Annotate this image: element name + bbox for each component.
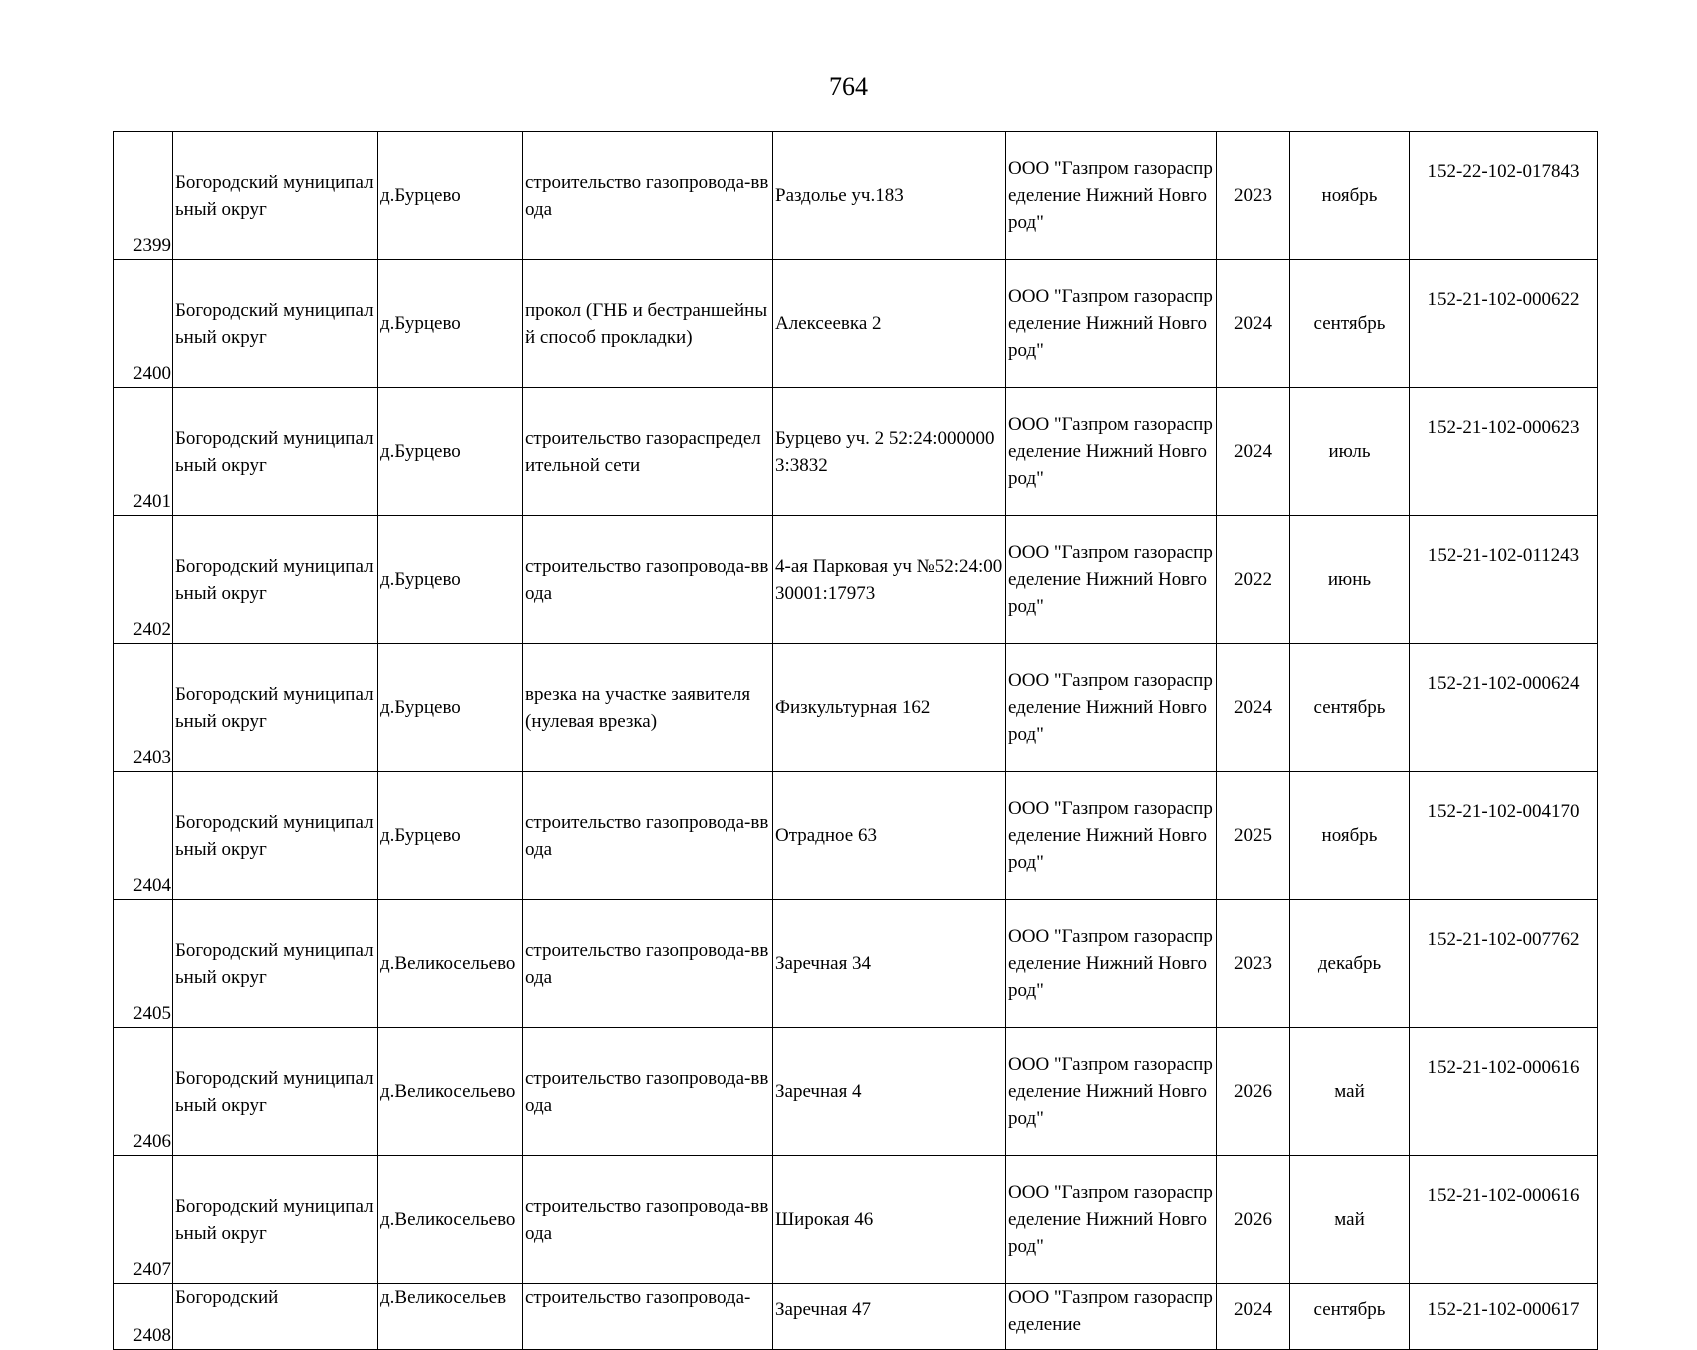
work-type-cell: строительство газопровода- <box>523 1284 773 1350</box>
month-cell: ноябрь <box>1290 772 1410 900</box>
year-cell: 2023 <box>1217 132 1290 260</box>
settlement-cell: д.Великосельево <box>378 1028 523 1156</box>
year-cell: 2026 <box>1217 1156 1290 1284</box>
table-row <box>114 772 1598 900</box>
settlement-cell: д.Великосельево <box>378 900 523 1028</box>
code-cell: 152-21-102-011243 <box>1410 516 1598 644</box>
district-cell: Богородский муниципальный округ <box>173 1028 378 1156</box>
code-cell: 152-21-102-000624 <box>1410 644 1598 772</box>
address-cell: Заречная 4 <box>773 1028 1006 1156</box>
address-cell: Отрадное 63 <box>773 772 1006 900</box>
row-number: 2402 <box>114 516 173 644</box>
row-number: 2404 <box>114 772 173 900</box>
work-type-cell: строительство газопровода-ввода <box>523 132 773 260</box>
work-type-cell: прокол (ГНБ и бестраншейный способ прокладки) <box>523 260 773 388</box>
year-cell: 2025 <box>1217 772 1290 900</box>
table-row <box>114 1284 1598 1350</box>
organization-cell: ООО "Газпром газораспределение <box>1006 1284 1217 1350</box>
district-cell: Богородский муниципальный округ <box>173 516 378 644</box>
address-cell: Бурцево уч. 2 52:24:0000003:3832 <box>773 388 1006 516</box>
row-number: 2405 <box>114 900 173 1028</box>
row-number: 2406 <box>114 1028 173 1156</box>
settlement-cell: д.Бурцево <box>378 260 523 388</box>
month-cell: июль <box>1290 388 1410 516</box>
district-cell: Богородский муниципальный округ <box>173 900 378 1028</box>
district-cell: Богородский муниципальный округ <box>173 772 378 900</box>
work-type-cell: строительство газопровода-ввода <box>523 1028 773 1156</box>
row-number: 2407 <box>114 1156 173 1284</box>
code-cell: 152-21-102-000623 <box>1410 388 1598 516</box>
row-number: 2408 <box>114 1284 173 1350</box>
work-type-cell: врезка на участке заявителя (нулевая врезка) <box>523 644 773 772</box>
district-cell: Богородский муниципальный округ <box>173 260 378 388</box>
month-cell: сентябрь <box>1290 260 1410 388</box>
code-cell: 152-21-102-004170 <box>1410 772 1598 900</box>
month-cell: май <box>1290 1156 1410 1284</box>
work-type-cell: строительство газопровода-ввода <box>523 772 773 900</box>
code-cell: 152-22-102-017843 <box>1410 132 1598 260</box>
district-cell: Богородский муниципальный округ <box>173 388 378 516</box>
table-row <box>114 260 1598 388</box>
row-number: 2401 <box>114 388 173 516</box>
organization-cell: ООО "Газпром газораспределение Нижний Новгород" <box>1006 772 1217 900</box>
code-cell: 152-21-102-000616 <box>1410 1028 1598 1156</box>
year-cell: 2024 <box>1217 388 1290 516</box>
district-cell: Богородский муниципальный округ <box>173 1156 378 1284</box>
work-type-cell: строительство газопровода-ввода <box>523 900 773 1028</box>
district-cell: Богородский <box>173 1284 378 1350</box>
code-cell: 152-21-102-000622 <box>1410 260 1598 388</box>
year-cell: 2024 <box>1217 1284 1290 1350</box>
month-cell: май <box>1290 1028 1410 1156</box>
code-cell: 152-21-102-007762 <box>1410 900 1598 1028</box>
address-cell: Раздолье уч.183 <box>773 132 1006 260</box>
gas-works-table <box>113 131 1598 1350</box>
address-cell: Алексеевка 2 <box>773 260 1006 388</box>
month-cell: декабрь <box>1290 900 1410 1028</box>
organization-cell: ООО "Газпром газораспределение Нижний Новгород" <box>1006 900 1217 1028</box>
month-cell: июнь <box>1290 516 1410 644</box>
year-cell: 2024 <box>1217 260 1290 388</box>
table-row <box>114 388 1598 516</box>
address-cell: Заречная 47 <box>773 1284 1006 1350</box>
address-cell: Физкультурная 162 <box>773 644 1006 772</box>
address-cell: Широкая 46 <box>773 1156 1006 1284</box>
year-cell: 2026 <box>1217 1028 1290 1156</box>
year-cell: 2022 <box>1217 516 1290 644</box>
organization-cell: ООО "Газпром газораспределение Нижний Новгород" <box>1006 260 1217 388</box>
district-cell: Богородский муниципальный округ <box>173 132 378 260</box>
table-row <box>114 1156 1598 1284</box>
table-row <box>114 516 1598 644</box>
month-cell: ноябрь <box>1290 132 1410 260</box>
organization-cell: ООО "Газпром газораспределение Нижний Новгород" <box>1006 516 1217 644</box>
row-number: 2403 <box>114 644 173 772</box>
row-number: 2400 <box>114 260 173 388</box>
month-cell: сентябрь <box>1290 644 1410 772</box>
table-row <box>114 644 1598 772</box>
settlement-cell: д.Бурцево <box>378 132 523 260</box>
settlement-cell: д.Бурцево <box>378 516 523 644</box>
work-type-cell: строительство газопровода-ввода <box>523 1156 773 1284</box>
address-cell: Заречная 34 <box>773 900 1006 1028</box>
work-type-cell: строительство газопровода-ввода <box>523 516 773 644</box>
work-type-cell: строительство газораспределительной сети <box>523 388 773 516</box>
table-row <box>114 900 1598 1028</box>
month-cell: сентябрь <box>1290 1284 1410 1350</box>
organization-cell: ООО "Газпром газораспределение Нижний Новгород" <box>1006 132 1217 260</box>
page-number: 764 <box>829 72 868 101</box>
address-cell: 4-ая Парковая уч №52:24:0030001:17973 <box>773 516 1006 644</box>
organization-cell: ООО "Газпром газораспределение Нижний Новгород" <box>1006 1156 1217 1284</box>
settlement-cell: д.Бурцево <box>378 772 523 900</box>
year-cell: 2023 <box>1217 900 1290 1028</box>
organization-cell: ООО "Газпром газораспределение Нижний Новгород" <box>1006 388 1217 516</box>
settlement-cell: д.Великосельево <box>378 1156 523 1284</box>
table-row <box>114 132 1598 260</box>
settlement-cell: д.Бурцево <box>378 644 523 772</box>
district-cell: Богородский муниципальный округ <box>173 644 378 772</box>
organization-cell: ООО "Газпром газораспределение Нижний Новгород" <box>1006 1028 1217 1156</box>
settlement-cell: д.Великосельев <box>378 1284 523 1350</box>
table-row <box>114 1028 1598 1156</box>
row-number: 2399 <box>114 132 173 260</box>
settlement-cell: д.Бурцево <box>378 388 523 516</box>
code-cell: 152-21-102-000617 <box>1410 1284 1598 1350</box>
organization-cell: ООО "Газпром газораспределение Нижний Новгород" <box>1006 644 1217 772</box>
year-cell: 2024 <box>1217 644 1290 772</box>
code-cell: 152-21-102-000616 <box>1410 1156 1598 1284</box>
